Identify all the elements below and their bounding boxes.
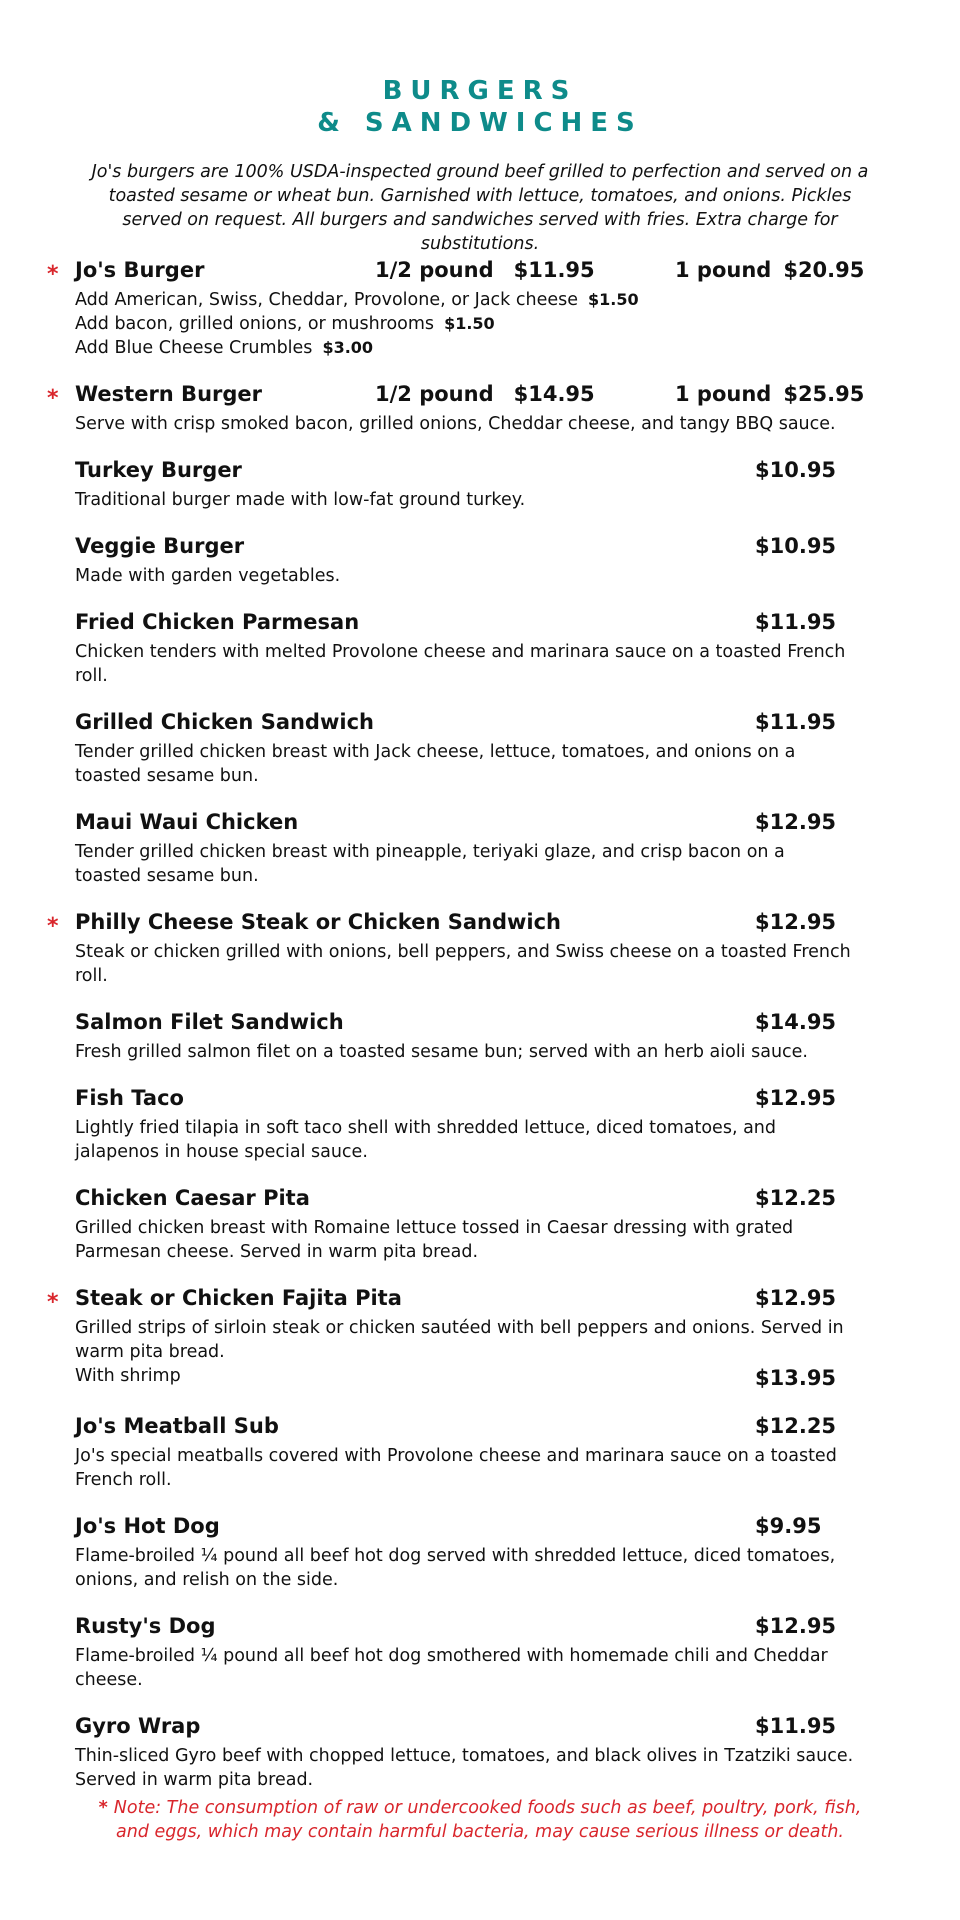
menu-item-name: Jo's Burger: [75, 258, 205, 282]
menu-item-description: Tender grilled chicken breast with pineapple, teriyaki glaze, and crisp bacon on a toasted sesame bun.: [75, 842, 785, 886]
half-pound-amount: $11.95: [513, 258, 595, 282]
raw-food-star-icon: *: [47, 386, 59, 411]
menu-item: [75, 810, 875, 888]
menu-item-price: $12.95: [755, 810, 837, 834]
addon-price: $1.50: [444, 314, 495, 333]
menu-item-header: [75, 710, 875, 740]
food-safety-note: [90, 1796, 870, 1844]
addon-option: [75, 312, 875, 336]
half-pound-amount: $14.95: [513, 382, 595, 406]
menu-item: [75, 458, 875, 512]
menu-item-description: Steak or chicken grilled with onions, bell peppers, and Swiss cheese on a toasted French roll.: [75, 942, 851, 986]
menu-item-name: Gyro Wrap: [75, 1714, 201, 1738]
menu-item-description: Traditional burger made with low-fat ground turkey.: [75, 490, 526, 510]
menu-item-price: $11.95: [755, 610, 837, 634]
menu-item: [75, 1514, 875, 1592]
menu-item-description: Fresh grilled salmon filet on a toasted sesame bun; served with an herb aioli sauce.: [75, 1042, 808, 1062]
menu-item-name: Rusty's Dog: [75, 1614, 216, 1638]
menu-item: [47, 258, 875, 360]
menu-item-header: [75, 1514, 875, 1544]
menu-item: [75, 534, 875, 588]
menu-item-price: $12.25: [755, 1186, 837, 1210]
menu-item-price: $12.95: [755, 1614, 837, 1638]
one-pound-label: 1 pound: [675, 258, 772, 282]
half-pound-label: 1/2 pound: [375, 382, 494, 406]
menu-item-description: Made with garden vegetables.: [75, 566, 341, 586]
menu-intro: Jo's burgers are 100% USDA-inspected ground beef grilled to perfection and served on a toasted sesame or wheat bun. Garnished with lettuce, tomatoes, and onions. Pickles served on request. All burgers and sandwiches served with fries. Extra charge for substitutions.: [91, 162, 869, 254]
addon-text: Add American, Swiss, Cheddar, Provolone, or Jack cheese: [75, 290, 579, 310]
menu-item-description: Tender grilled chicken breast with Jack cheese, lettuce, tomatoes, and onions on a toasted sesame bun.: [75, 742, 796, 786]
menu-item-name: Veggie Burger: [75, 534, 245, 558]
menu-item-header: [75, 458, 875, 488]
half-pound-label: 1/2 pound: [375, 258, 494, 282]
menu-item-description: Flame-broiled ¼ pound all beef hot dog served with shredded lettuce, diced tomatoes, onions, and relish on the side.: [75, 1546, 836, 1590]
raw-food-star-icon: *: [47, 262, 59, 287]
menu-item-header: [75, 1414, 875, 1444]
menu-item-description: Lightly fried tilapia in soft taco shell with shredded lettuce, diced tomatoes, and jalapenos in house special sauce.: [75, 1118, 776, 1162]
menu-item-description: Jo's special meatballs covered with Provolone cheese and marinara sauce on a toasted French roll.: [75, 1446, 837, 1490]
menu-item-price: $12.95: [755, 910, 837, 934]
menu-item-list: [47, 258, 875, 1814]
menu-item-price: $14.95: [755, 1010, 837, 1034]
menu-item-description: Grilled strips of sirloin steak or chicken sautéed with bell peppers and onions. Served in warm pita bread.: [75, 1318, 844, 1362]
raw-food-star-icon: *: [47, 914, 59, 939]
menu-item-name: Grilled Chicken Sandwich: [75, 710, 374, 734]
menu-title-line-1: BURGERS: [382, 76, 578, 106]
menu-item: [47, 1286, 875, 1392]
menu-item: [75, 1714, 875, 1792]
menu-item-header: [75, 610, 875, 640]
menu-item-price: $11.95: [755, 1714, 837, 1738]
addon-option: [75, 336, 875, 360]
menu-item-name: Maui Waui Chicken: [75, 810, 299, 834]
addon-option: [75, 288, 875, 312]
menu-item: [47, 382, 875, 436]
one-pound-amount: $25.95: [783, 382, 865, 406]
one-pound-price: [675, 258, 864, 282]
menu-item: [47, 910, 875, 988]
menu-item-price: $10.95: [755, 458, 837, 482]
raw-food-star-icon: *: [47, 1290, 59, 1315]
menu-item-header: [75, 1086, 875, 1116]
menu-item: [75, 710, 875, 788]
menu-item-name: Philly Cheese Steak or Chicken Sandwich: [75, 910, 561, 934]
menu-item: [75, 1086, 875, 1164]
note-star-icon: *: [98, 1798, 108, 1818]
menu-item-description: Thin-sliced Gyro beef with chopped lettuce, tomatoes, and black olives in Tzatziki sauce. Served in warm pita bread.: [75, 1746, 854, 1790]
menu-item-name: Steak or Chicken Fajita Pita: [75, 1286, 402, 1310]
menu-item-header: [75, 534, 875, 564]
menu-item-name: Fried Chicken Parmesan: [75, 610, 360, 634]
menu-item-price: $12.25: [755, 1414, 837, 1438]
addon-price: $1.50: [588, 290, 639, 309]
menu-item-header: [75, 1614, 875, 1644]
one-pound-price: [675, 382, 864, 406]
menu-item-description: Grilled chicken breast with Romaine lettuce tossed in Caesar dressing with grated Parmesan cheese. Served in warm pita bread.: [75, 1218, 794, 1262]
menu-item-header: [75, 810, 875, 840]
addon-price: $3.00: [322, 338, 374, 357]
menu-item-header: [47, 382, 875, 412]
menu-item-name: Salmon Filet Sandwich: [75, 1010, 344, 1034]
menu-item-header: [47, 910, 875, 940]
menu-item-price: $10.95: [755, 534, 837, 558]
menu-item: [75, 610, 875, 688]
menu-item-name: Jo's Hot Dog: [75, 1514, 220, 1538]
menu-item-header: [47, 1286, 875, 1316]
menu-item-description: Chicken tenders with melted Provolone cheese and marinara sauce on a toasted French roll.: [75, 642, 846, 686]
menu-item-header: [75, 1714, 875, 1744]
addon-text: Add bacon, grilled onions, or mushrooms: [75, 314, 435, 334]
half-pound-price: [375, 258, 595, 282]
menu-item-name: Western Burger: [75, 382, 263, 406]
menu-item-header: [75, 1010, 875, 1040]
menu-item-variant: [75, 1366, 875, 1392]
menu-title-line-2: & SANDWICHES: [317, 108, 643, 138]
menu-item-price: $12.95: [755, 1286, 837, 1310]
menu-item: [75, 1186, 875, 1264]
one-pound-label: 1 pound: [675, 382, 772, 406]
menu-item-name: Turkey Burger: [75, 458, 242, 482]
menu-item-name: Fish Taco: [75, 1086, 184, 1110]
variant-price: $13.95: [755, 1366, 837, 1390]
menu-item: [75, 1414, 875, 1492]
menu-item-price: $11.95: [755, 710, 837, 734]
menu-item-price: $9.95: [755, 1514, 822, 1538]
one-pound-amount: $20.95: [783, 258, 865, 282]
menu-item-header: [47, 258, 875, 288]
menu-item-name: Jo's Meatball Sub: [75, 1414, 279, 1438]
menu-item: [75, 1614, 875, 1692]
menu-item-name: Chicken Caesar Pita: [75, 1186, 310, 1210]
menu-item: [75, 1010, 875, 1064]
half-pound-price: [375, 382, 595, 406]
menu-item-header: [75, 1186, 875, 1216]
menu-item-description: Flame-broiled ¼ pound all beef hot dog smothered with homemade chili and Cheddar cheese.: [75, 1646, 828, 1690]
variant-label: With shrimp: [75, 1366, 181, 1386]
addon-text: Add Blue Cheese Crumbles: [75, 338, 313, 358]
menu-item-description: Serve with crisp smoked bacon, grilled onions, Cheddar cheese, and tangy BBQ sauce.: [75, 414, 836, 434]
note-text: Note: The consumption of raw or undercooked foods such as beef, poultry, pork, fish, and eggs, which may contain harmful bacteria, may cause serious illness or death.: [113, 1798, 862, 1842]
menu-item-price: $12.95: [755, 1086, 837, 1110]
